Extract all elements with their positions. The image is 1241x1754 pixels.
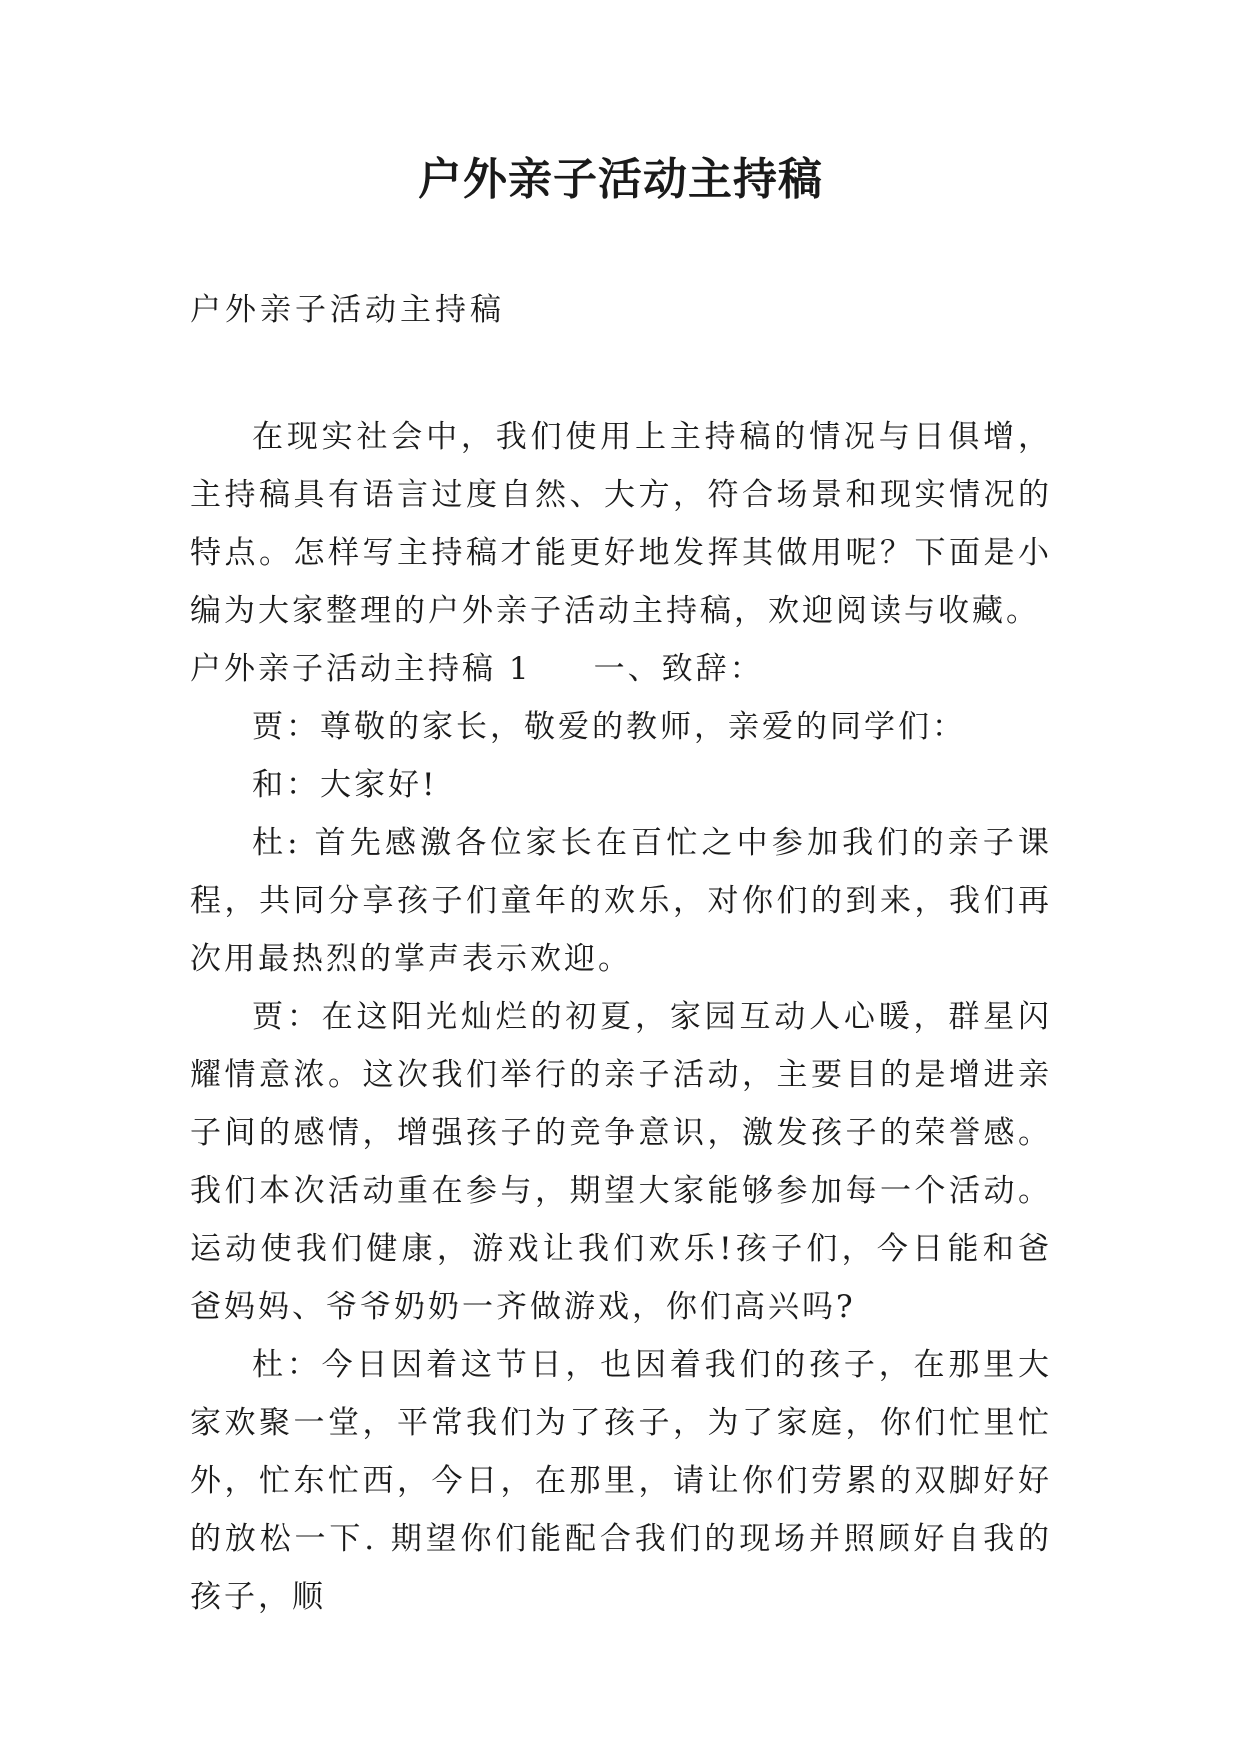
section-heading-line (190, 640, 1052, 698)
paragraph-greeting-he: 和：大家好! (252, 767, 438, 803)
paragraph-greeting-jia: 贾：尊敬的家长，敬爱的教师，亲爱的同学们： (252, 709, 966, 745)
section-title: 户外亲子活动主持稿 1 (190, 651, 532, 687)
paragraph-du-holiday: 杜：今日因着这节日，也因着我们的孩子，在那里大家欢聚一堂，平常我们为了孩子，为了家庭，你们忙里忙外，忙东忙西，今日，在那里，请让你们劳累的双脚好好的放松一下. 期望你们能配合我们的现场并照顾好自我的孩子，顺 (190, 1347, 1052, 1615)
section-heading: 一、致辞： (593, 651, 764, 687)
document-title: 户外亲子活动主持稿 (418, 154, 823, 205)
paragraph-jia-summer: 贾：在这阳光灿烂的初夏，家园互动人心暖，群星闪耀情意浓。这次我们举行的亲子活动，主要目的是增进亲子间的感情，增强孩子的竞争意识，激发孩子的荣誉感。我们本次活动重在参与，期望大家能够参加每一个活动。运动使我们健康，游戏让我们欢乐!孩子们，今日能和爸爸妈妈、爷爷奶奶一齐做游戏，你们高兴吗? (190, 999, 1052, 1325)
document-subtitle: 户外亲子活动主持稿 (190, 292, 505, 328)
paragraph-du-welcome: 杜: 首先感激各位家长在百忙之中参加我们的亲子课程，共同分享孩子们童年的欢乐，对你们的到来，我们再次用最热烈的掌声表示欢迎。 (190, 825, 1052, 977)
document-body (190, 408, 1052, 1626)
intro-paragraph: 在现实社会中，我们使用上主持稿的情况与日俱增，主持稿具有语言过度自然、大方，符合场景和现实情况的特点。怎样写主持稿才能更好地发挥其做用呢？下面是小编为大家整理的户外亲子活动主持稿，欢迎阅读与收藏。 (190, 419, 1052, 629)
